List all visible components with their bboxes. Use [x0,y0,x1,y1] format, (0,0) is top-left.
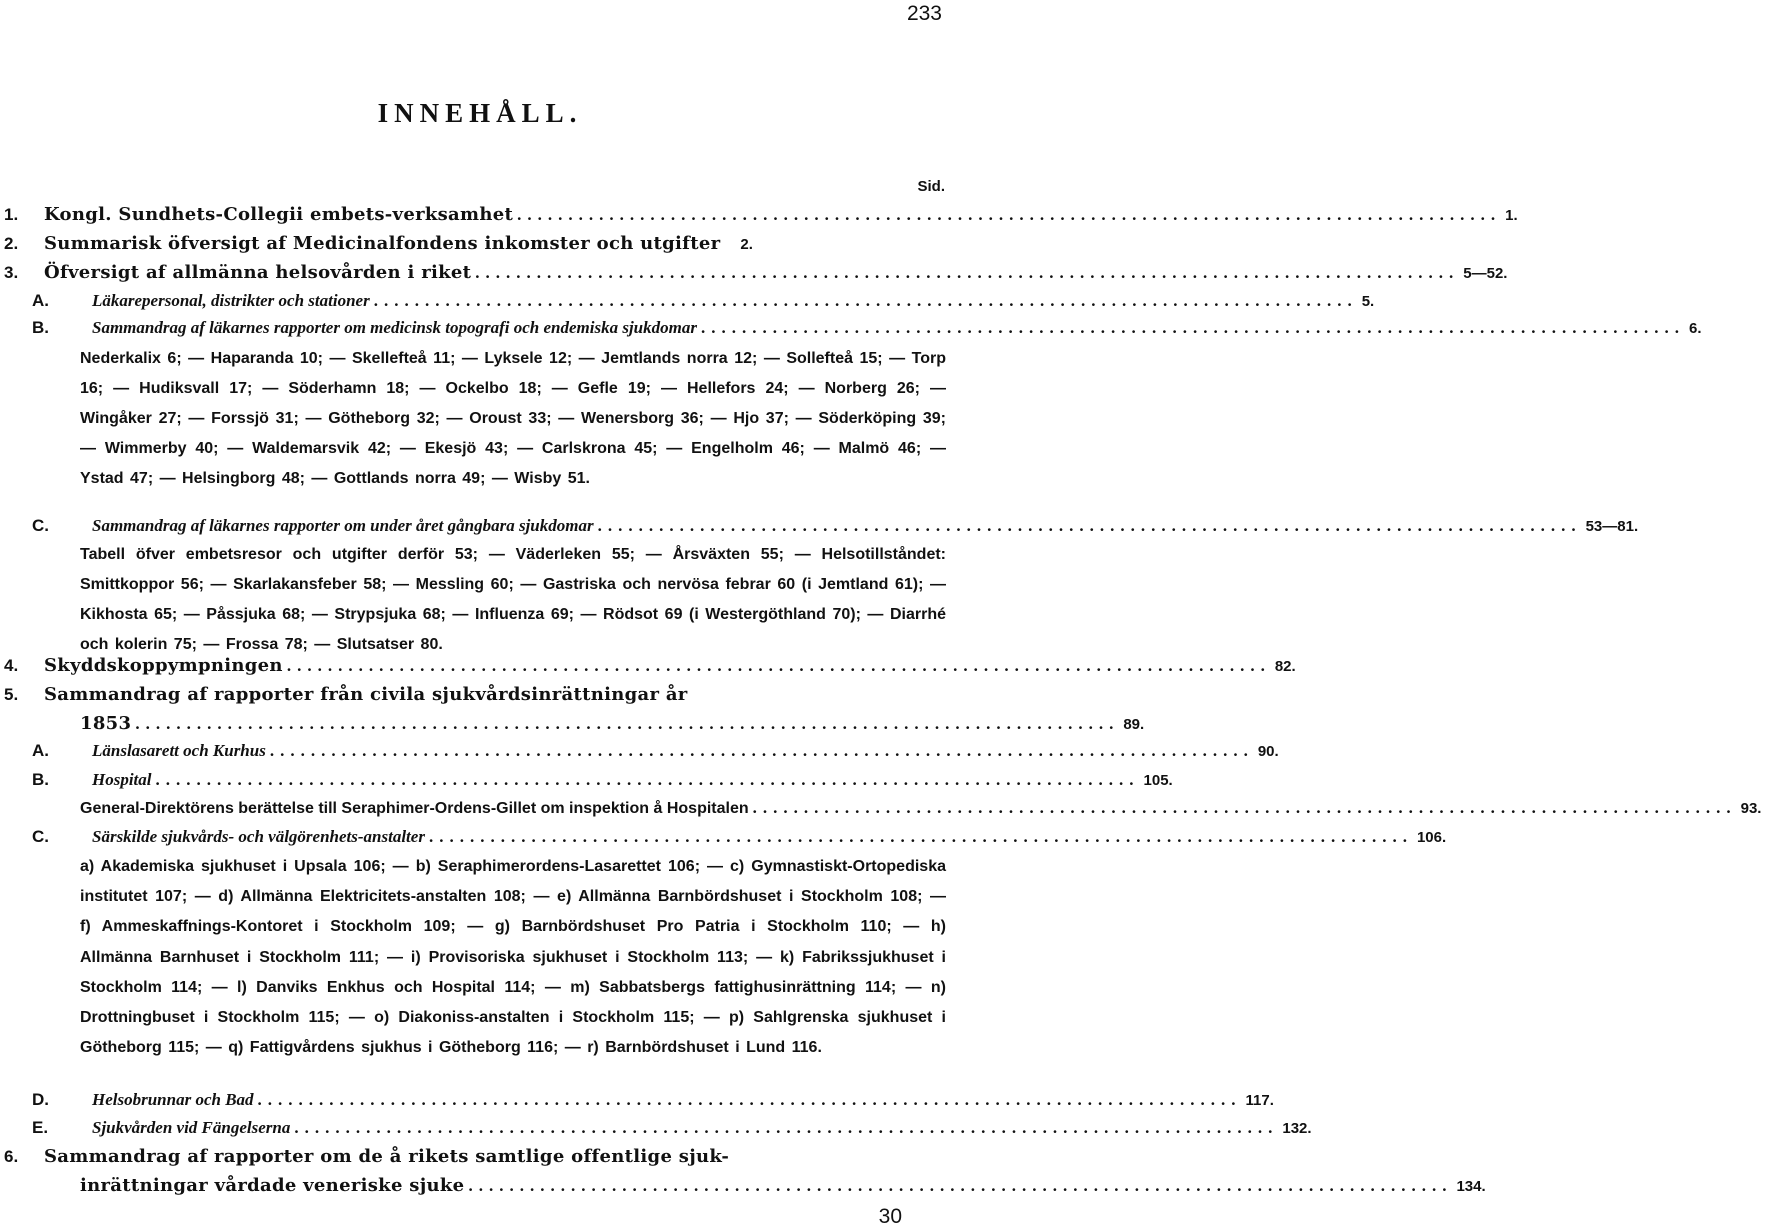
dot-leader: ................................................................................................ [155,770,1140,789]
toc-entry-page: 106. [1416,829,1447,846]
toc-entry-page: 5—52. [1463,265,1508,282]
toc-entry-page: 89. [1123,716,1145,733]
toc-entry-3a [0,291,1375,319]
toc-entry-page: 132. [1282,1120,1312,1137]
toc-entry-number: C. [32,827,49,846]
toc-entry-title: Särskilde sjukvårds- och välgörenhets-anstalter [92,827,425,846]
dot-leader: ................................................................................................ [286,656,1271,675]
dot-leader: ................................................................................................ [257,1090,1242,1109]
toc-entry-number: 4. [4,656,19,675]
dot-leader: ................................................................................................ [700,318,1685,337]
toc-entry-number: 6. [4,1147,19,1166]
dot-leader: ................................................................................................ [597,516,1582,535]
toc-entry-page: 1. [1505,207,1518,224]
toc-entry-page: 5. [1361,293,1375,310]
toc-entry-title: Länslasarett och Kurhus [92,741,266,760]
dot-leader: ................................................................................................ [294,1118,1279,1137]
toc-entry-number: A. [32,741,49,760]
toc-entry-number: 3. [4,263,19,282]
dot-leader: ................................................................................................ [475,263,1460,282]
toc-entry-number: A. [32,291,49,310]
toc-entry-title: Öfversigt af allmänna helsovården i riket [44,262,472,283]
toc-entry-number: 1. [4,205,19,224]
toc-entry-number: 2. [4,234,19,253]
dot-leader: ................................................................................................ [468,1176,1453,1195]
toc-entry-title: Sammandrag af läkarnes rapporter om medicinsk topografi och endemiska sjukdomar [92,318,697,337]
toc-entry-title: Sjukvården vid Fängelserna [92,1118,291,1137]
toc-entry-page: 2. [740,236,753,253]
toc-entry-5e [0,1118,1312,1146]
toc-entry-page: 117. [1245,1092,1274,1109]
toc-entry-6-continued [0,1175,1486,1203]
footer-number: 30 [878,1205,902,1228]
toc-entry-3 [0,262,1508,290]
toc-entry-title: Helsobrunnar och Bad [92,1090,254,1109]
toc-entry-title: Kongl. Sundhets-Collegii embets-verksamhet [44,204,514,225]
toc-entry-title: 1853 [80,713,132,734]
toc-entry-5c [0,827,1447,855]
toc-entry-page: 134. [1456,1178,1486,1195]
page-title: INNEHÅLL. [377,98,583,128]
toc-entry-title: Summarisk öfversigt af Medicinalfondens inkomster och utgifter [44,233,721,254]
toc-entry-page: 53—81. [1585,518,1639,535]
dot-leader: ................................................................................................ [752,798,1737,817]
toc-entry-title: Skyddskoppympningen [44,655,283,676]
toc-entry-5b-report [0,798,1762,826]
toc-entry-6 [0,1146,960,1174]
toc-entry-2 [0,233,960,261]
toc-entry-5b [0,770,1173,798]
toc-entry-number: B. [32,770,49,789]
toc-entry-title: inrättningar vårdade veneriske sjuke [80,1175,465,1196]
toc-entry-page: 6. [1688,320,1702,337]
toc-entry-5d [0,1090,1274,1118]
toc-entry-title: Sammandrag af läkarnes rapporter om under året gångbara sjukdomar [92,516,594,535]
toc-entry-number: C. [32,516,49,535]
toc-entry-page: 82. [1274,658,1296,675]
toc-entry-page: 93. [1740,800,1762,817]
dot-leader: ................................................................................................ [517,205,1502,224]
toc-entry-number: D. [32,1090,49,1109]
toc-entry-5a [0,741,1279,769]
toc-entry-4 [0,655,1296,683]
toc-entry-number: E. [32,1118,49,1137]
dot-leader: ................................................................................................ [373,291,1358,310]
dot-leader: ................................................................................................ [135,714,1120,733]
toc-entry-page: 105. [1143,772,1173,789]
page-number: 233 [906,2,942,25]
toc-entry-5 [0,684,960,712]
toc-entry-title: Sammandrag af rapporter om de å rikets samtlige offentlige sjuk- [44,1146,730,1167]
toc-entry-title: Hospital [92,770,152,789]
toc-entry-page: 90. [1257,743,1279,760]
toc-entry-title: General-Direktörens berättelse till Seraphimer-Ordens-Gillet om inspektion å Hospitalen [80,800,749,817]
page-column-label: Sid. [917,178,945,195]
toc-entry-5-continued [0,713,1145,741]
dot-leader: ................................................................................................ [428,827,1413,846]
toc-entry-title: Läkarepersonal, distrikter och stationer [92,291,370,310]
toc-entry-number: 5. [4,685,19,704]
toc-entry-title: Sammandrag af rapporter från civila sjukvårdsinrättningar år [44,684,688,705]
topography-paragraph: Nederkalix 6; — Haparanda 10; — Skellefteå 11; — Lyksele 12; — Jemtlands norra 12; — Sollefteå 15; — Torp 16; — Hudiksvall 17; — Söderhamn 18; — Ockelbo 18; — Gefle 19; — Hellefors 24; — Norberg 26; — Wingåker 27; — Forssjö 31; — Götheborg 32; — Oroust 33; — Wenersborg 36; — Hjo 37; — Söderköping 39; — Wimmerby 40; — Waldemarsvik 42; — Ekesjö 43; — Carlskrona 45; — Engelholm 46; — Malmö 46; — Ystad 47; — Helsingborg 48; — Gottlands norra 49; — Wisby 51. [80,350,946,487]
toc-entry-1 [0,204,1518,232]
epidemic-paragraph: Tabell öfver embetsresor och utgifter derför 53; — Väderleken 55; — Årsväxten 55; — Helsotillståndet: Smittkoppor 56; — Skarlakansfeber 58; — Messling 60; — Gastriska och nervösa febrar 60 (i Jemtland 61); — Kikhosta 65; — Påssjuka 68; — Strypsjuka 68; — Influenza 69; — Rödsot 69 (i Westergöthland 70); — Diarrhé och kolerin 75; — Frossa 78; — Slutsatser 80. [80,546,946,653]
toc-entry-3b [0,318,1702,346]
toc-entry-number: B. [32,318,49,337]
institutions-paragraph: a) Akademiska sjukhuset i Upsala 106; — b) Seraphimerordens-Lasarettet 106; — c) Gymnastiskt-Ortopediska institutet 107; — d) Allmänna Elektricitets-anstalten 108; — e) Allmänna Barnbördshuset i Stockholm 108; — f) Ammeskaffnings-Kontoret i Stockholm 109; — g) Barnbördshuset Pro Patria i Stockholm 110; — h) Allmänna Barnhuset i Stockholm 111; — i) Provisoriska sjukhuset i Stockholm 113; — k) Fabrikssjukhuset i Stockholm 114; — l) Danviks Enkhus och Hospital 114; — m) Sabbatsbergs fattighusinrättning 114; — n) Drottningbuset i Stockholm 115; — o) Diakoniss-anstalten i Stockholm 115; — p) Sahlgrenska sjukhuset i Götheborg 115; — q) Fattigvårdens sjukhus i Götheborg 116; — r) Barnbördshuset i Lund 116. [80,858,946,1057]
dot-leader: ................................................................................................ [269,741,1254,760]
